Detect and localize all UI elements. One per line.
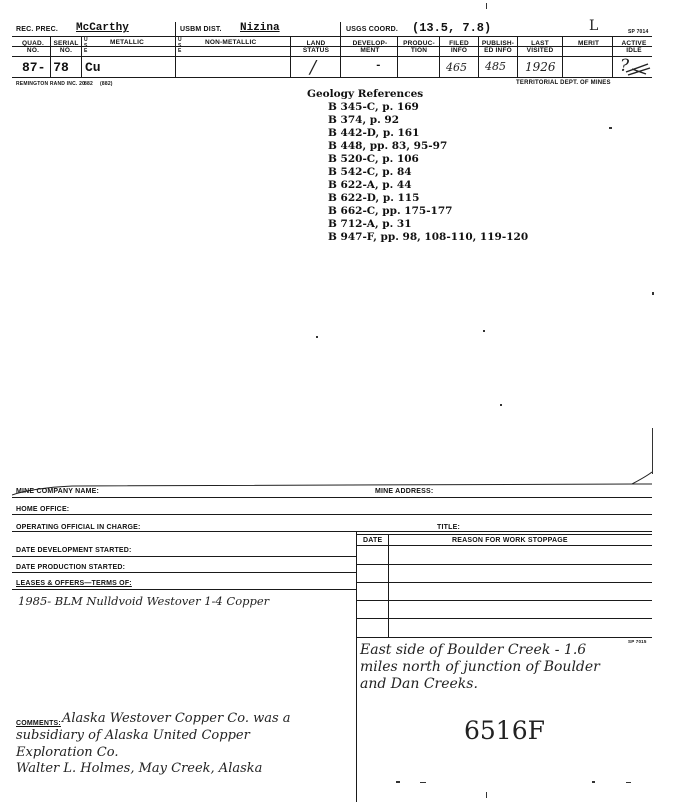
dept-label: TERRITORIAL DEPT. OF MINES <box>516 80 611 86</box>
reference-item: B 542-C, p. 84 <box>328 166 412 178</box>
map-reference: 6516F <box>464 716 545 745</box>
comments-line: Alaska Westover Copper Co. was a <box>62 711 291 726</box>
col-use-left: U S E <box>84 37 88 54</box>
quad-serial-value: 87- 78 <box>22 60 69 75</box>
reference-item: B 622-A, p. 44 <box>328 179 412 191</box>
mine-address-label: MINE ADDRESS: <box>375 488 434 495</box>
scan-speck <box>609 127 612 129</box>
col-production: PRODUC- TION <box>403 40 435 54</box>
geology-title: Geology References <box>307 88 424 100</box>
leases-label: LEASES & OFFERS—TERMS OF: <box>16 580 132 587</box>
title-label: TITLE: <box>437 524 460 531</box>
form-code-2: SP 7015 <box>628 639 647 644</box>
mine-company-name-label: MINE COMPANY NAME: <box>16 488 100 495</box>
col-metallic: METALLIC <box>110 39 144 46</box>
active-idle-value: ? <box>620 56 630 76</box>
col-published-info: PUBLISH- ED INFO <box>481 40 515 54</box>
col-development: DEVELOP- MENT <box>352 40 388 54</box>
rec-prec-value: McCarthy <box>76 22 129 34</box>
scan-speck <box>592 781 595 783</box>
reference-item: B 345-C, p. 169 <box>328 101 419 113</box>
last-visited-value: 1926 <box>525 60 556 74</box>
reference-item: B 712-A, p. 31 <box>328 218 412 230</box>
location-note-line: and Dan Creeks. <box>360 676 478 692</box>
location-note-line: East side of Boulder Creek - 1.6 <box>360 642 587 658</box>
metallic-value: Cu <box>85 60 101 75</box>
reference-item: B 374, p. 92 <box>328 114 400 126</box>
reference-item: B 448, pp. 83, 95-97 <box>328 140 448 152</box>
col-land-status: LAND STATUS <box>302 40 330 54</box>
rec-prec-label: REC. PREC. <box>16 26 59 33</box>
filed-info-value: 465 <box>446 61 467 74</box>
date-development-label: DATE DEVELOPMENT STARTED: <box>16 547 132 554</box>
scan-speck <box>396 781 400 783</box>
reference-item: B 520-C, p. 106 <box>328 153 419 165</box>
card-edge <box>12 470 656 500</box>
reference-item: B 622-D, p. 115 <box>328 192 420 204</box>
home-office-label: HOME OFFICE: <box>16 506 70 513</box>
usgs-coord-label: USGS COORD. <box>346 26 398 33</box>
scan-speck <box>316 336 318 338</box>
col-active-idle: ACTIVE IDLE <box>621 40 647 54</box>
reference-item: B 662-C, pp. 175-177 <box>328 205 453 217</box>
scan-speck <box>652 292 654 295</box>
col-non-metallic: NON-METALLIC <box>205 39 257 46</box>
comments-line: subsidiary of Alaska United Copper <box>16 728 250 743</box>
land-status-value: / <box>310 57 317 78</box>
printer-label: REMINGTON RAND INC. 20 <box>16 81 86 87</box>
published-info-value: 485 <box>485 60 506 73</box>
reference-item: B 947-F, pp. 98, 108-110, 119-120 <box>328 231 529 243</box>
col-use-right: U S E <box>178 37 182 54</box>
printer-code-2: (882) <box>100 81 113 87</box>
usbm-dist-value: Nizina <box>240 22 280 34</box>
scan-speck <box>483 330 485 332</box>
scribble-mark <box>624 60 652 78</box>
scan-speck <box>500 404 502 406</box>
scan-speck <box>486 3 487 9</box>
col-last-visited: LAST VISITED <box>526 40 554 54</box>
reason-column-header: REASON FOR WORK STOPPAGE <box>452 537 568 544</box>
comments-label: COMMENTS: <box>16 720 61 727</box>
comments-line: Exploration Co. <box>16 745 119 760</box>
leases-note: 1985- BLM Nulldvoid Westover 1-4 Copper <box>18 594 270 608</box>
date-column-header: DATE <box>363 537 383 544</box>
date-production-label: DATE PRODUCTION STARTED: <box>16 564 126 571</box>
corner-mark: L <box>589 18 599 34</box>
comments-line: Walter L. Holmes, May Creek, Alaska <box>16 761 263 776</box>
scan-speck <box>486 792 487 798</box>
printer-code-1: 882 <box>84 81 93 87</box>
development-value: - <box>375 60 382 72</box>
col-serial-no: SERIAL NO. <box>53 40 79 54</box>
location-note-line: miles north of junction of Boulder <box>360 659 600 675</box>
form-code: SP 7014 <box>628 29 649 35</box>
usbm-dist-label: USBM DIST. <box>180 26 222 33</box>
usgs-coord-value: (13.5, 7.8) <box>412 21 492 35</box>
scan-speck <box>420 782 426 783</box>
col-filed-info: FILED INFO <box>449 40 469 54</box>
scan-speck <box>626 782 631 783</box>
reference-item: B 442-D, p. 161 <box>328 127 420 139</box>
scan-edge <box>652 428 653 474</box>
col-quad-no: QUAD. NO. <box>22 40 44 54</box>
operating-official-label: OPERATING OFFICIAL IN CHARGE: <box>16 524 141 531</box>
col-merit: MERIT <box>578 40 600 47</box>
